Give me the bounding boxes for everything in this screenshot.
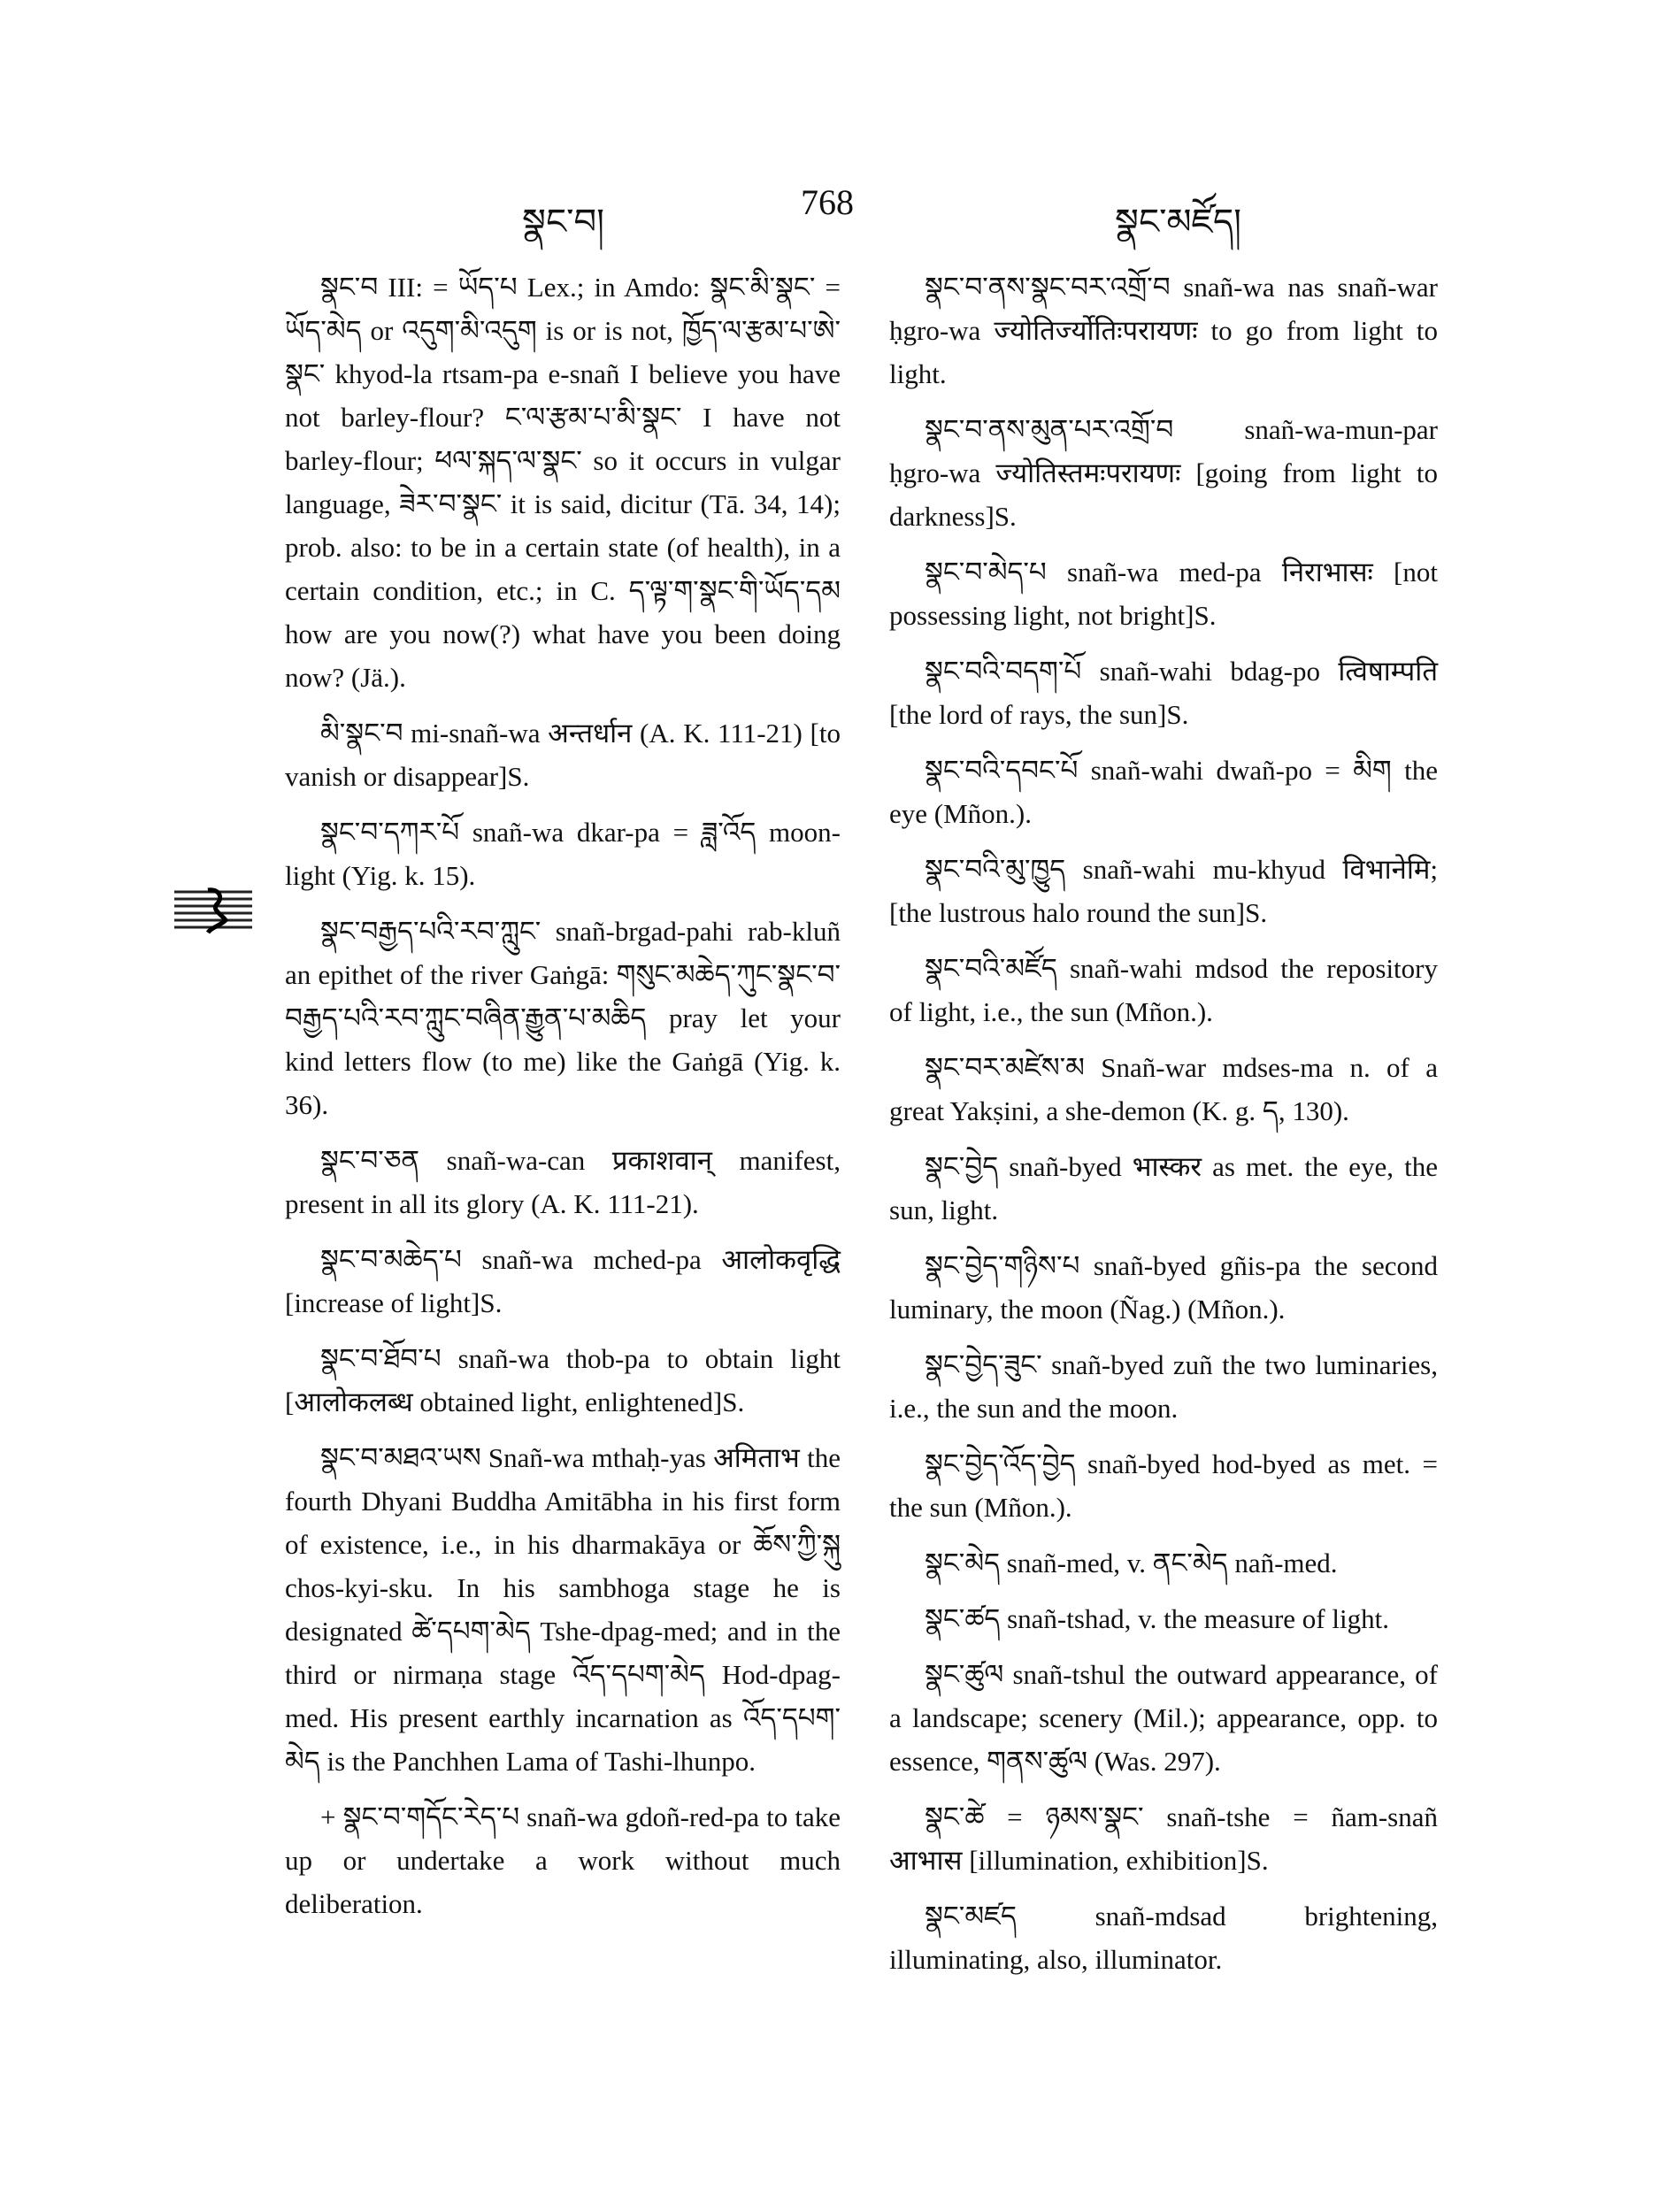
entry: སྣང་བྱེད snañ-byed भास्कर as met. the eye, the sun, light. xyxy=(889,1151,1438,1225)
entry: སྣང་བ་དཀར་པོ snañ-wa dkar-pa = ཟླ་འོད moon-light (Yig. k. 15). xyxy=(285,817,841,891)
entry: སྣང་ཚེ = ཉམས་སྣང་ snañ-tshe = ñam-snañ आभास [illumination, exhibition]S. xyxy=(889,1801,1438,1876)
entry: སྣང་ཚད snañ-tshad, v. the measure of light. xyxy=(925,1603,1389,1634)
entry: སྣང་བ་ཅན snañ-wa-can प्रकाशवान् manifest, present in all its glory (A. K. 111-21). xyxy=(285,1145,841,1219)
entry: སྣང་བ་ནས་མུན་པར་འགྲོ་བ snañ-wa-mun-par ḥgro-wa ज्योतिस्तमःपरायणः [going from light to darkness]S. xyxy=(889,414,1438,532)
entry: སྣང་བ་ཐོབ་པ snañ-wa thob-pa to obtain light [आलोकलब्ध obtained light, enlightened]S. xyxy=(285,1343,841,1417)
entry: + སྣང་བ་གདོང་རེད་པ snañ-wa gdoñ-red-pa to take up or undertake a work without much deliberation. xyxy=(285,1801,841,1919)
entry: མི་སྣང་བ mi-snañ-wa अन्तर्धान (A. K. 111-21) [to vanish or disappear]S. xyxy=(285,718,841,792)
entry: སྣང་མེད snañ-med, v. ནང་མེད nañ-med. xyxy=(925,1548,1338,1578)
right-running-headword: སྣང་མཛོད། xyxy=(1115,202,1241,242)
left-column xyxy=(285,265,841,1938)
entry: སྣང་བའི་མཛོད snañ-wahi mdsod the repository of light, i.e., the sun (Mñon.). xyxy=(889,953,1438,1027)
entry: སྣང་ཚུལ snañ-tshul the outward appearance, of a landscape; scenery (Mil.); appearance, opp. to essence, གནས་ཚུལ (Was. 297). xyxy=(889,1659,1438,1777)
entry: སྣང་བའི་བདག་པོ snañ-wahi bdag-po त्विषाम्पति [the lord of rays, the sun]S. xyxy=(889,656,1438,730)
entry: སྣང་བ་ནས་སྣང་བར་འགྲོ་བ snañ-wa nas snañ-war ḥgro-wa ज्योतिर्ज्योतिःपरायणः to go from light to light. xyxy=(889,272,1438,389)
entry: སྣང་བ་མེད་པ snañ-wa med-pa निराभासः [not possessing light, not bright]S. xyxy=(889,557,1438,631)
page-number: 768 xyxy=(801,182,854,222)
right-column xyxy=(889,265,1438,1993)
entry: སྣང་བྱེད་འོད་བྱེད snañ-byed hod-byed as met. = the sun (Mñon.). xyxy=(889,1448,1438,1523)
page-header xyxy=(0,181,1659,242)
entry: སྣང་བ III: = ཡོད་པ Lex.; in Amdo: སྣང་མི་སྣང་ = ཡོད་མེད or འདུག་མི་འདུག is or is not, ཁྱོད་ལ་རྩམ་པ་ཨེ་སྣང་ khyod-la rtsam-pa e-snañ I believe you have not barley-flour? ང་ལ་རྩམ་པ་མི་སྣང་ I have not barley-flour; ཕལ་སྐད་ལ་སྣང་ so it occurs in vulgar language, ཟེར་བ་སྣང་ it is said, dicitur (Tā. 34, 14); prob. also: to be in a certain state (of health), in a certain condition, etc.; in C. ད་ལྟ་ག་སྣང་གི་ཡོད་དམ how are you now(?) what have you been doing now? (Jä.). xyxy=(285,272,841,693)
entry: སྣང་མཛད snañ-mdsad brightening, illuminating, also, illuminator. xyxy=(889,1901,1438,1975)
entry: སྣང་བར་མཛེས་མ Snañ-war mdses-ma n. of a great Yakṣini, a she-demon (K. g. ད, 130). xyxy=(889,1052,1438,1126)
left-running-headword: སྣང་བ། xyxy=(522,202,604,242)
entry: སྣང་བརྒྱད་པའི་རབ་ཀླུང་ snañ-brgad-pahi rab-kluñ an epithet of the river Gaṅgā: གསུང་མཆེད་ཀུང་སྣང་བ་བརྒྱད་པའི་རབ་ཀླུང་བཞིན་རྒྱུན་པ་མཆིད pray let your kind letters flow (to me) like the Gaṅgā (Yig. k. 36). xyxy=(285,916,841,1120)
entry: སྣང་བའི་དབང་པོ snañ-wahi dwañ-po = མིག the eye (Mñon.). xyxy=(889,755,1438,829)
entry: སྣང་བའི་མུ་ཁྱུད snañ-wahi mu-khyud विभानेमि; [the lustrous halo round the sun]S. xyxy=(889,854,1438,928)
entry: སྣང་བ་མཆེད་པ snañ-wa mched-pa आलोकवृद्धि [increase of light]S. xyxy=(285,1244,841,1318)
entry: སྣང་བྱེད་ཟུང་ snañ-byed zuñ the two luminaries, i.e., the sun and the moon. xyxy=(889,1349,1438,1424)
entry: སྣང་བྱེད་གཉིས་པ snañ-byed gñis-pa the second luminary, the moon (Ñag.) (Mñon.). xyxy=(889,1250,1438,1325)
margin-ornament-icon xyxy=(173,885,254,938)
entry: སྣང་བ་མཐའ་ཡས Snañ-wa mthaḥ-yas अमिताभ the fourth Dhyani Buddha Amitābha in his first form of existence, i.e., in his dharmakāya or ཆོས་ཀྱི་སྐུ chos-kyi-sku. In his sambhoga stage he is designated ཚེ་དཔག་མེད Tshe-dpag-med; and in the third or nirmaṇa stage འོད་དཔག་མེད Hod-dpag-med. His present earthly incarnation as འོད་དཔག་མེད is the Panchhen Lama of Tashi-lhunpo. xyxy=(285,1442,841,1777)
